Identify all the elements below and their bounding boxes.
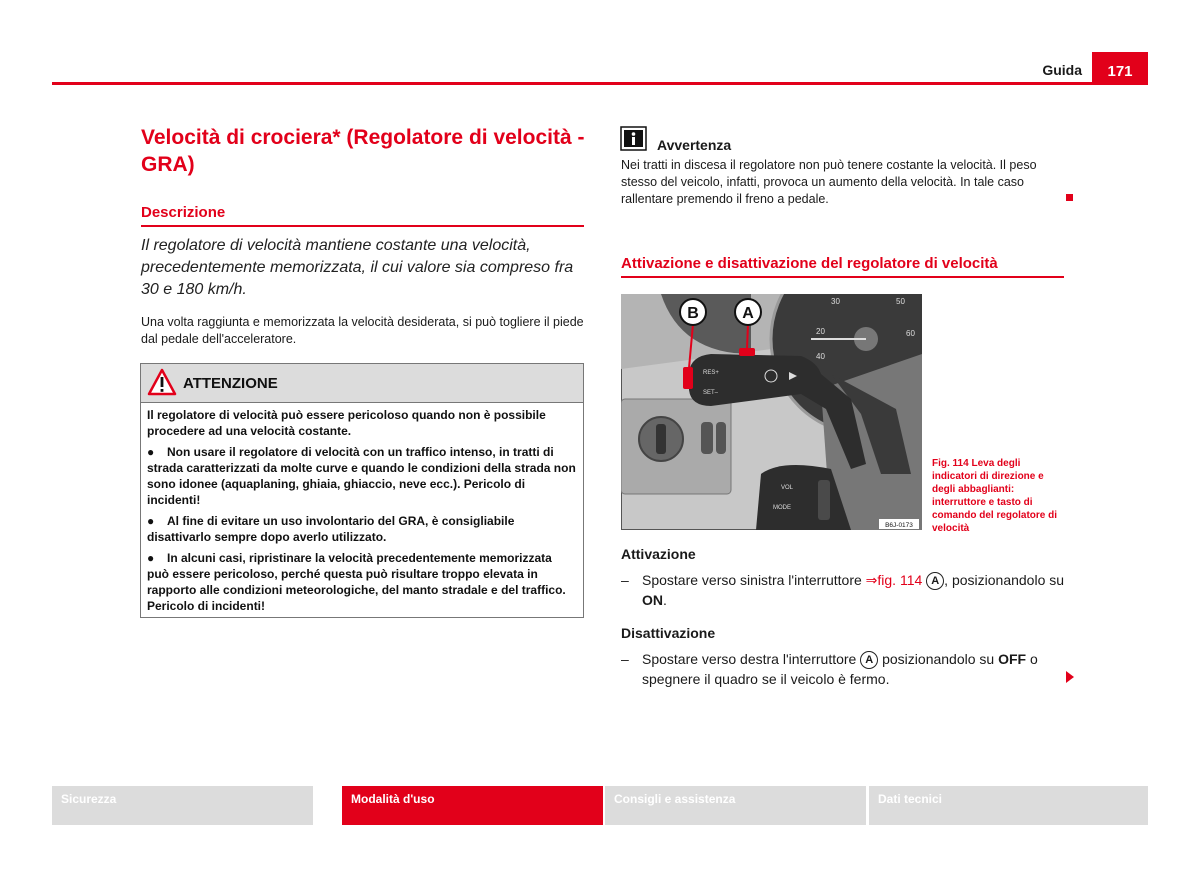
warning-lead: Il regolatore di velocità può essere pericoloso quando non è possibile procedere ad una velocità costante. [147,408,546,438]
intro-text: Il regolatore di velocità mantiene costante una velocità, precedentemente memorizzata, il cui valore sia compreso fra 30 e 180 km/h. [141,237,574,298]
tab-dati-tecnici[interactable]: Dati tecnici [869,786,1148,825]
bullet-icon: ● [147,551,155,565]
instruction-item [621,649,1066,689]
tab-sicurezza[interactable]: Sicurezza [52,786,313,825]
instruction-text: , posizionandolo su [944,572,1065,588]
instruction-bold: ON [642,592,663,608]
note-title: Avvertenza [657,137,732,153]
warning-triangle-icon [147,368,177,396]
button-label: MODE [773,505,791,511]
section-heading-attivazione-disattivazione: Attivazione e disattivazione del regolatore di velocità [621,255,1064,278]
instruction-text: posizionandolo su [878,651,999,667]
warning-bullet [147,550,577,614]
warning-bullet-text: Al fine di evitare un uso involontario del GRA, è consigliabile disattivarlo sempre dopo averlo utilizzato. [147,514,515,544]
instruction-text: Spostare verso sinistra l'interruttore [642,572,866,588]
tab-modalita-duso[interactable]: Modalità d'uso [342,786,603,825]
dash-marker: – [621,572,629,588]
stalk-label: SET– [703,390,719,396]
heading-attivazione: Attivazione [621,546,696,562]
callout-b: B [687,305,699,322]
continue-arrow-icon [1066,671,1074,683]
bullet-icon: ● [147,514,155,528]
note-text: Nei tratti in discesa il regolatore non può tenere costante la velocità. Il peso stesso del veicolo, infatti, provoca un aumento della velocità. In tale caso rallentare premendo il freno a pedale. [621,158,1037,206]
section-heading-descrizione: Descrizione [141,204,584,227]
header-rule [52,82,1148,85]
button-label: VOL [781,485,794,491]
page-title: Velocità di crociera* (Regolatore di velocità - GRA) [141,126,585,176]
callout-ref-a: A [926,572,944,590]
instruction-text: o spegnere il quadro se il veicolo è fermo. [642,651,1038,687]
header-section-title: Guida [1042,62,1082,78]
instruction-text: Spostare verso destra l'interruttore [642,651,861,667]
figure-caption: Fig. 114 Leva degli indicatori di direzione e degli abbaglianti: interruttore e tasto di comando del regolatore di velocità [932,458,1058,534]
callout-a: A [742,305,754,322]
warning-title: ATTENZIONE [183,375,278,392]
warning-bullet [147,444,577,508]
warning-bullet-text: Non usare il regolatore di velocità con un traffico intenso, in tratti di strada caratterizzati da molte curve e quando le condizioni della strada non sono idonee (aquaplaning, ghiaia, ghiaccio, neve ecc.). Pericolo di incidenti! [147,445,576,507]
footer-tabs [52,786,1148,825]
instruction-bold: OFF [998,651,1027,667]
instruction-text: . [663,592,667,608]
instruction-item [621,570,1066,610]
info-icon [620,126,647,151]
body-text: Una volta raggiunta e memorizzata la velocità desiderata, si può togliere il piede dal pedale dell'acceleratore. [141,315,584,346]
warning-bullet [147,513,577,545]
dash-marker: – [621,651,629,667]
figure-code: B6J-0173 [885,522,913,529]
section-end-marker [1066,194,1073,201]
warning-body [141,403,583,614]
warning-header [141,364,583,403]
tab-consigli-e-assistenza[interactable]: Consigli e assistenza [605,786,866,825]
stalk-label: RES+ [703,370,719,376]
page-number: 171 [1092,52,1148,85]
speedo-label: 40 [816,352,825,361]
bullet-icon: ● [147,445,155,459]
speedo-label: 30 [831,297,840,306]
heading-disattivazione: Disattivazione [621,625,716,641]
warning-box [140,363,584,618]
warning-bullet-text: In alcuni casi, ripristinare la velocità precedentemente memorizzata può essere pericoloso, perché questa può risultare troppo elevata in rapporto alle condizioni meteorologiche, del manto stradale e del traffico. Pericolo di incidenti! [147,551,566,613]
figure-link[interactable]: ⇒fig. 114 [865,572,923,588]
stalk-illustration [621,294,922,530]
speedo-label: 50 [896,297,905,306]
callout-ref-a: A [860,651,878,669]
speedo-label: 60 [906,329,915,338]
speedo-label: 20 [816,327,825,336]
